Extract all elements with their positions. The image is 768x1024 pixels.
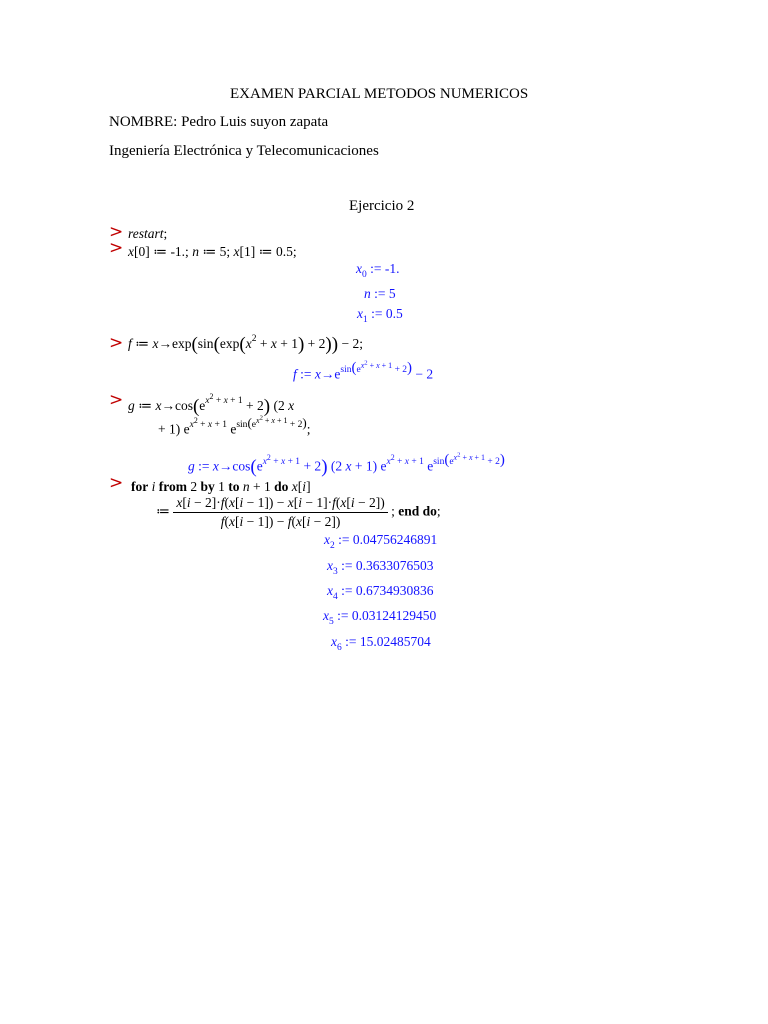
output-f: f := $x\to e^{sin(e^{x^2 + x + 1} + 2)} - 2$ [293,359,434,382]
input-prompt: > [109,222,124,242]
output-g: g := $x\to\cos(e^{x^2 + x + 1} + 2)$ (2 x + 1) $e^{x^2 + x + 1}$ $e^{sin(e^{x^2 + x + 1} + 2)}$ [188,451,505,478]
output-iteration: $x_5$ := 0.03124129450 [323,608,437,627]
output-x0: $x_0$ := -1. [356,261,400,280]
input-prompt: > [109,390,124,410]
input-initial-values[interactable]: x[0] ≔ -1.; n ≔ 5; x[1] ≔ 0.5; [128,244,297,259]
output-iteration: $x_3$ := 0.3633076503 [327,558,434,577]
input-loop-header[interactable]: for i from 2 by 1 to n + 1 do x[i] [131,479,311,494]
student-name: NOMBRE: Pedro Luis suyon zapata [109,114,329,130]
input-g-definition[interactable]: g ≔ $x\to\cos(e^{x^2 + x + 1} + 2)$ (2 x [128,392,295,418]
input-loop-body[interactable]: ≔ $\frac{x[i - 2]\cdot f(x[i - 1]) - x[i - 1]\cdot f(x[i - 2])}{f(x[i - 1]) - f(x[i - 2])}$ ; end do; [156,495,441,529]
input-prompt: > [109,473,124,493]
output-iteration: $x_6$ := 15.02485704 [331,634,431,653]
input-restart[interactable]: restart; [128,226,168,241]
input-g-definition-cont[interactable]: + 1) $e^{x^2 + x + 1}$ $e^{sin(e^{x^2 + x + 1} + 2)}$; [158,414,311,437]
output-x1: $x_1$ := 0.5 [357,306,403,325]
exercise-heading: Ejercicio 2 [349,198,415,214]
input-prompt: > [109,333,124,353]
document-title: EXAMEN PARCIAL METODOS NUMERICOS [230,86,529,102]
program-name: Ingeniería Electrónica y Telecomunicaciones [109,143,379,159]
output-iteration: $x_2$ := 0.04756246891 [324,532,438,551]
output-n: n := 5 [364,286,396,301]
input-f-definition[interactable]: f ≔ $x\to\exp(\sin(\exp(x^2 + x + 1) + 2)) - 2$; [128,334,363,355]
output-iteration: $x_4$ := 0.6734930836 [327,583,434,602]
input-prompt: > [109,238,124,258]
